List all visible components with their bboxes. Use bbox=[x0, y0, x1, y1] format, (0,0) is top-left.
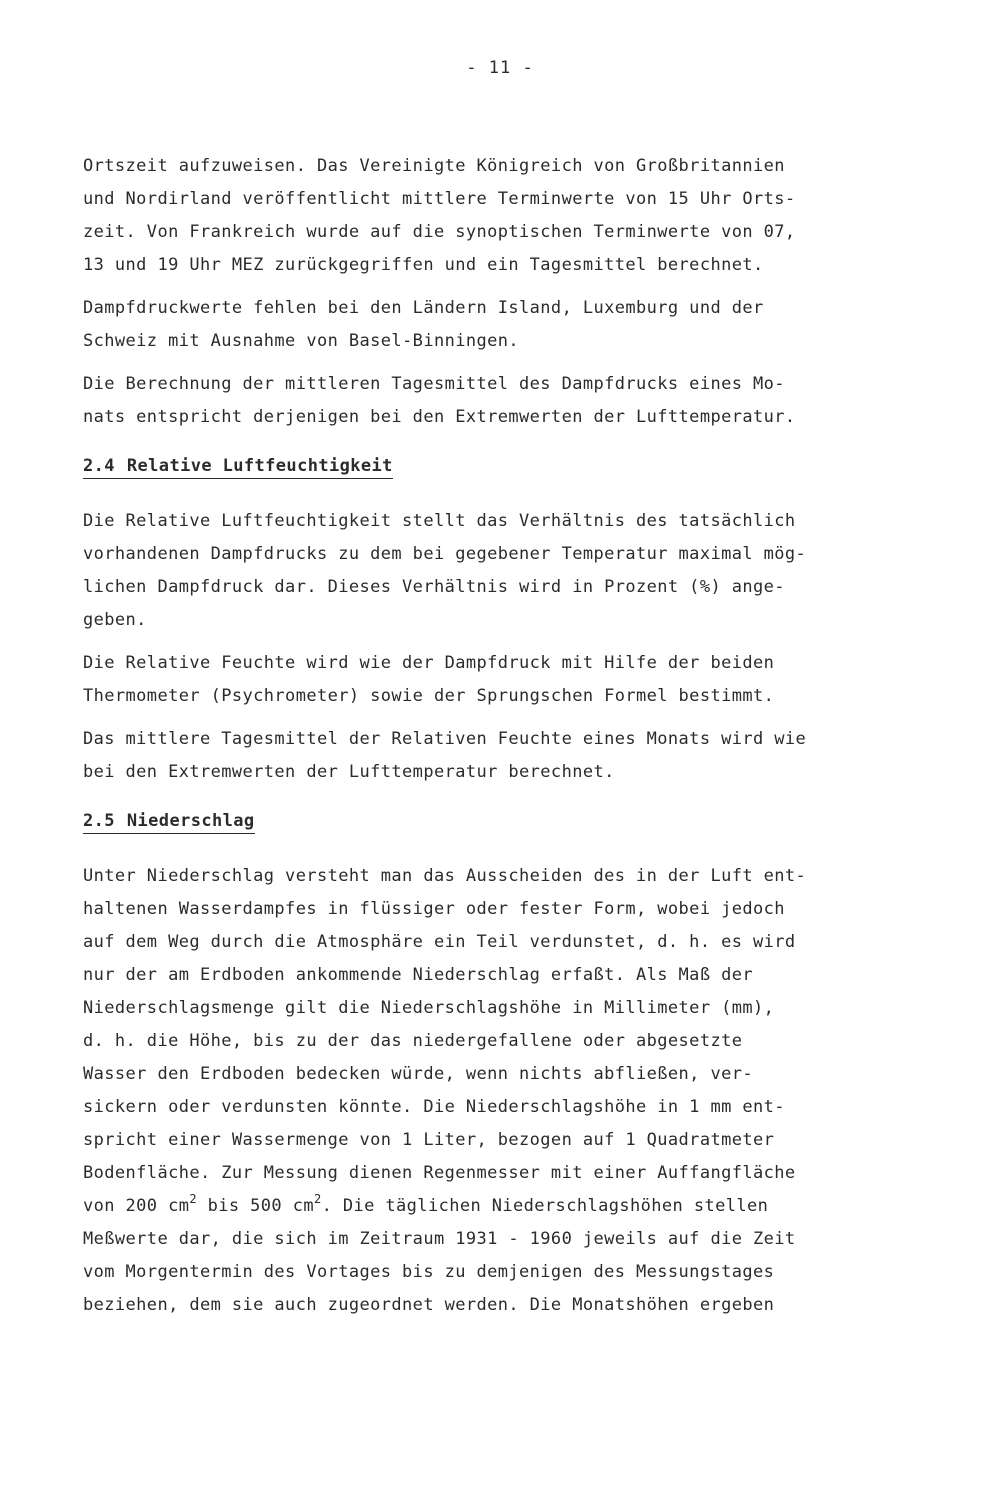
paragraph-niederschlag bbox=[83, 860, 888, 1322]
text-line: Die Berechnung der mittleren Tagesmittel des Dampfdrucks eines Mo- bbox=[83, 374, 785, 394]
page-content bbox=[83, 150, 888, 1322]
text-line: Wasser den Erdboden bedecken würde, wenn nichts abfließen, ver- bbox=[83, 1064, 753, 1084]
paragraph-tagesmittel bbox=[83, 723, 888, 789]
text-line: Unter Niederschlag versteht man das Ausscheiden des in der Luft ent- bbox=[83, 866, 807, 886]
paragraph-ortszeit bbox=[83, 150, 888, 282]
text-line: haltenen Wasserdampfes in flüssiger oder fester Form, wobei jedoch bbox=[83, 899, 785, 919]
paragraph-dampfdruckwerte bbox=[83, 292, 888, 358]
text-fragment: . Die täglichen Niederschlagshöhen stellen bbox=[321, 1196, 769, 1216]
text-line: geben. bbox=[83, 610, 147, 630]
page-number: - 11 - bbox=[466, 58, 534, 78]
superscript: 2 bbox=[313, 1192, 322, 1206]
text-line: Die Relative Luftfeuchtigkeit stellt das Verhältnis des tatsächlich bbox=[83, 511, 796, 531]
text-fragment: von 200 cm bbox=[83, 1196, 190, 1216]
text-line: vom Morgentermin des Vortages bis zu demjenigen des Messungstages bbox=[83, 1262, 775, 1282]
text-line: lichen Dampfdruck dar. Dieses Verhältnis wird in Prozent (%) ange- bbox=[83, 577, 785, 597]
section-title: Relative Luftfeuchtigkeit bbox=[126, 456, 393, 476]
superscript: 2 bbox=[189, 1192, 197, 1206]
text-line: Bodenfläche. Zur Messung dienen Regenmesser mit einer Auffangfläche bbox=[83, 1163, 796, 1183]
text-line: Dampfdruckwerte fehlen bei den Ländern Island, Luxemburg und der bbox=[83, 298, 764, 318]
text-line: spricht einer Wassermenge von 1 Liter, bezogen auf 1 Quadratmeter bbox=[83, 1130, 775, 1150]
section-number: 2.4 bbox=[83, 456, 115, 476]
text-line: bei den Extremwerten der Lufttemperatur berechnet. bbox=[83, 762, 615, 782]
text-line: Ortszeit aufzuweisen. Das Vereinigte Königreich von Großbritannien bbox=[83, 156, 785, 176]
text-line: Meßwerte dar, die sich im Zeitraum 1931 - 1960 jeweils auf die Zeit bbox=[83, 1229, 796, 1249]
text-line: 13 und 19 Uhr MEZ zurückgegriffen und ein Tagesmittel berechnet. bbox=[83, 255, 764, 275]
text-line: Schweiz mit Ausnahme von Basel-Binningen. bbox=[83, 331, 520, 351]
text-line-superscript bbox=[83, 1190, 888, 1223]
section-title: Niederschlag bbox=[126, 811, 255, 831]
paragraph-berechnung bbox=[83, 368, 888, 434]
text-line: auf dem Weg durch die Atmosphäre ein Teil verdunstet, d. h. es wird bbox=[83, 932, 796, 952]
section-number: 2.5 bbox=[83, 811, 115, 831]
text-line: nur der am Erdboden ankommende Niederschlag erfaßt. Als Maß der bbox=[83, 965, 753, 985]
text-line: nats entspricht derjenigen bei den Extremwerten der Lufttemperatur. bbox=[83, 407, 796, 427]
paragraph-relative-luftfeuchtigkeit bbox=[83, 505, 888, 637]
text-line: vorhandenen Dampfdrucks zu dem bei gegebener Temperatur maximal mög- bbox=[83, 544, 807, 564]
text-line: Niederschlagsmenge gilt die Niederschlagshöhe in Millimeter (mm), bbox=[83, 998, 775, 1018]
text-line: Das mittlere Tagesmittel der Relativen Feuchte eines Monats wird wie bbox=[83, 729, 807, 749]
text-line: beziehen, dem sie auch zugeordnet werden. Die Monatshöhen ergeben bbox=[83, 1295, 775, 1315]
text-line: sickern oder verdunsten könnte. Die Niederschlagshöhe in 1 mm ent- bbox=[83, 1097, 785, 1117]
text-fragment: bis 500 cm bbox=[196, 1196, 314, 1216]
text-line: Die Relative Feuchte wird wie der Dampfdruck mit Hilfe der beiden bbox=[83, 653, 775, 673]
text-line: d. h. die Höhe, bis zu der das niedergefallene oder abgesetzte bbox=[83, 1031, 743, 1051]
text-line: und Nordirland veröffentlicht mittlere Terminwerte von 15 Uhr Orts- bbox=[83, 189, 796, 209]
section-heading-2-4 bbox=[83, 454, 393, 479]
text-line: zeit. Von Frankreich wurde auf die synoptischen Terminwerte von 07, bbox=[83, 222, 796, 242]
text-line: Thermometer (Psychrometer) sowie der Sprungschen Formel bestimmt. bbox=[83, 686, 775, 706]
paragraph-relative-feuchte bbox=[83, 647, 888, 713]
section-heading-2-5 bbox=[83, 809, 255, 834]
